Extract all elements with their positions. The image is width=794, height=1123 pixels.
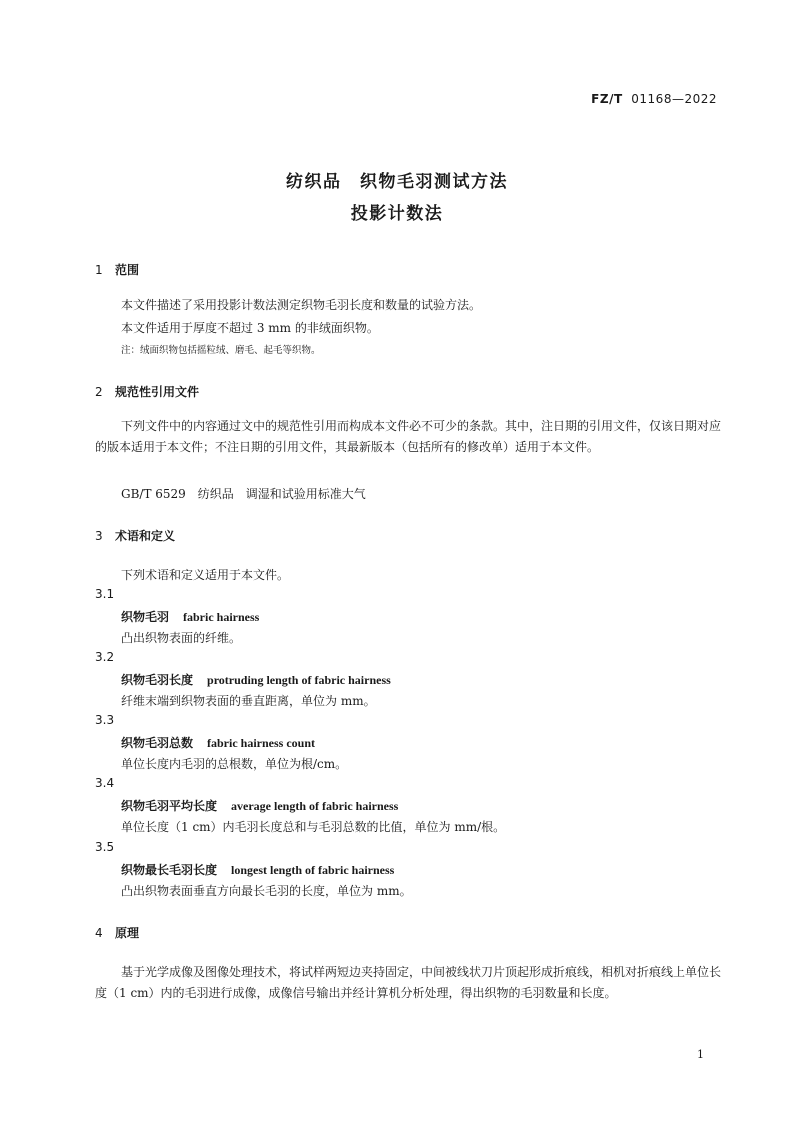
term-number: 3.3: [95, 713, 115, 727]
section-heading-1: [95, 261, 139, 278]
section-heading-2: [95, 383, 199, 400]
scope-paragraph-2: 本文件适用于厚度不超过 3 mm 的非绒面织物。: [121, 321, 379, 335]
section-number: 1: [95, 263, 103, 277]
standard-number: [591, 92, 717, 106]
section-number: 2: [95, 385, 103, 399]
term-definition: 凸出织物表面的纤维。: [121, 631, 242, 645]
term-number: 3.5: [95, 840, 115, 854]
term-chinese: 织物毛羽总数: [121, 736, 194, 750]
term-heading: [121, 671, 391, 688]
standard-year-number: 01168—2022: [631, 92, 717, 106]
scope-paragraph-1: 本文件描述了采用投影计数法测定织物毛羽长度和数量的试验方法。: [121, 298, 482, 312]
section-heading-4: [95, 924, 139, 941]
term-chinese: 织物毛羽平均长度: [121, 799, 218, 813]
section-title: 术语和定义: [115, 529, 176, 543]
term-definition: 单位长度内毛羽的总根数，单位为根/cm。: [121, 757, 348, 771]
term-definition: 单位长度（1 cm）内毛羽长度总和与毛羽总数的比值，单位为 mm/根。: [121, 820, 506, 834]
term-definition: 凸出织物表面垂直方向最长毛羽的长度，单位为 mm。: [121, 884, 412, 898]
term-english: average length of fabric hairness: [231, 799, 399, 813]
section-number: 4: [95, 926, 103, 940]
standard-code: FZ/T: [591, 92, 623, 106]
term-chinese: 织物最长毛羽长度: [121, 863, 218, 877]
section-heading-3: [95, 527, 175, 544]
term-heading: [121, 608, 259, 625]
term-number: 3.1: [95, 587, 115, 601]
scope-note: 注：绒面织物包括摇粒绒、磨毛、起毛等织物。: [121, 345, 321, 356]
section-number: 3: [95, 529, 103, 543]
term-english: protruding length of fabric hairness: [207, 673, 391, 687]
term-number: 3.4: [95, 776, 115, 790]
term-english: longest length of fabric hairness: [231, 863, 395, 877]
term-heading: [121, 734, 315, 751]
reference-item: GB/T 6529 纺织品 调湿和试验用标准大气: [121, 487, 366, 501]
term-chinese: 织物毛羽长度: [121, 673, 194, 687]
page-number: 1: [697, 1048, 704, 1061]
section-title: 规范性引用文件: [115, 385, 200, 399]
section-title: 范围: [115, 263, 140, 277]
term-heading: [121, 861, 394, 878]
term-heading: [121, 797, 398, 814]
term-english: fabric hairness: [183, 610, 260, 624]
principle-paragraph: 基于光学成像及图像处理技术，将试样两短边夹持固定，中间被线状刀片顶起形成折痕线，相机对折痕线上单位长度（1 cm）内的毛羽进行成像，成像信号输出并经计算机分析处理，得出织物的毛羽数量和长度。: [95, 965, 722, 1000]
term-number: 3.2: [95, 650, 115, 664]
term-chinese: 织物毛羽: [121, 610, 170, 624]
terms-intro: 下列术语和定义适用于本文件。: [121, 568, 290, 582]
document-subtitle: 投影计数法: [350, 204, 444, 224]
term-english: fabric hairness count: [207, 736, 316, 750]
document-title: 纺织品 织物毛羽测试方法: [286, 172, 508, 192]
section-title: 原理: [115, 926, 140, 940]
normative-references-paragraph: 下列文件中的内容通过文中的规范性引用而构成本文件必不可少的条款。其中，注日期的引用文件，仅该日期对应的版本适用于本文件；不注日期的引用文件，其最新版本（包括所有的修改单）适用于本文件。: [95, 419, 722, 454]
term-definition: 纤维末端到织物表面的垂直距离，单位为 mm。: [121, 694, 376, 708]
